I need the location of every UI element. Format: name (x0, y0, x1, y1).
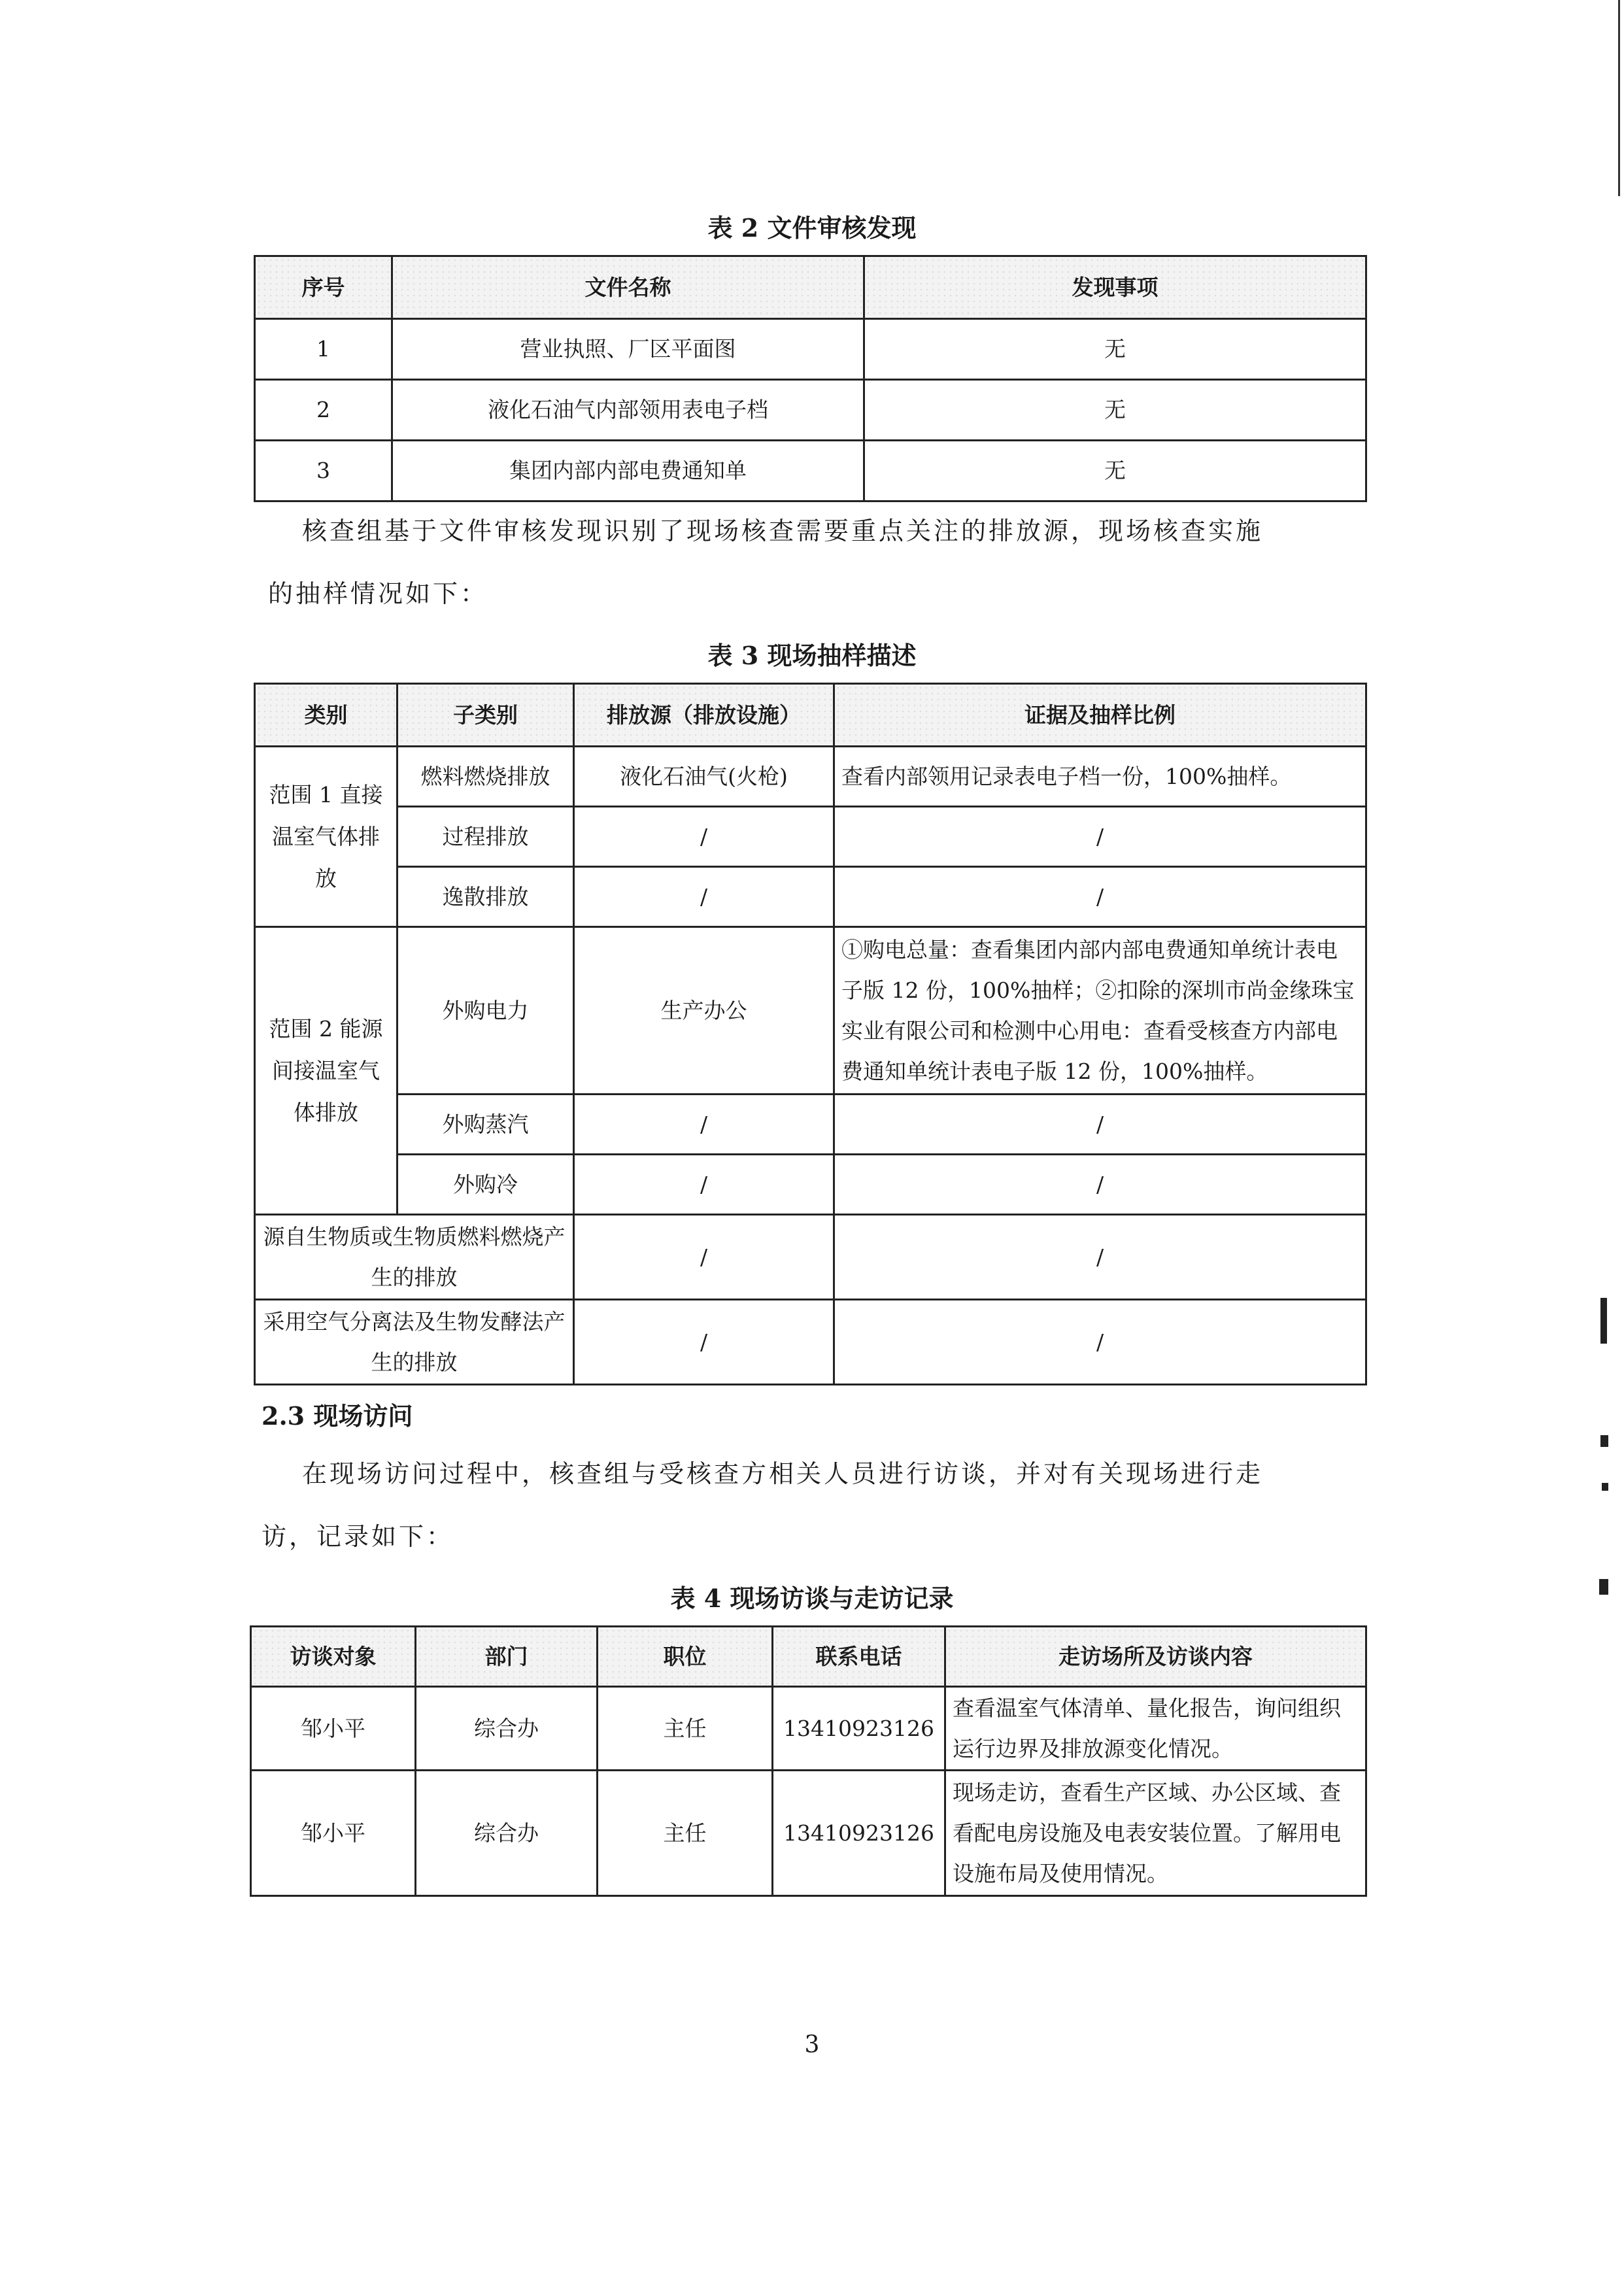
cell: / (834, 1095, 1366, 1155)
table-row (255, 1215, 1366, 1300)
table2 (254, 255, 1367, 502)
table3-caption: 表 3 现场抽样描述 (707, 641, 917, 670)
cell: 集团内部内部电费通知单 (392, 441, 864, 501)
table-row (255, 1095, 1366, 1155)
cell: 综合办 (416, 1687, 598, 1771)
table4 (250, 1625, 1367, 1897)
table-row (251, 1771, 1366, 1896)
table-row (255, 441, 1366, 501)
page-number: 3 (804, 2031, 820, 2058)
scope2-label: 范围 2 能源间接温室气体排放 (255, 927, 398, 1215)
cell: 源自生物质或生物质燃料燃烧产生的排放 (255, 1215, 574, 1300)
cell: 邹小平 (251, 1687, 416, 1771)
table2-header-doc: 文件名称 (392, 256, 864, 319)
table-row (255, 867, 1366, 927)
table2-header-finding: 发现事项 (864, 256, 1366, 319)
cell: 生产办公 (574, 927, 834, 1095)
cell: / (574, 1300, 834, 1385)
cell: 3 (255, 441, 392, 501)
scan-mark (1600, 1435, 1608, 1447)
cell: 查看内部领用记录表电子档一份，100%抽样。 (834, 747, 1366, 807)
table-row (255, 1300, 1366, 1385)
cell: / (574, 1095, 834, 1155)
paragraph-line: 在现场访问过程中，核查组与受核查方相关人员进行访谈，并对有关现场进行走 (302, 1459, 1264, 1488)
scan-mark (1602, 1483, 1608, 1491)
cell: / (834, 1155, 1366, 1215)
table4-header-department: 部门 (416, 1627, 598, 1687)
scan-mark (1600, 1298, 1607, 1344)
cell: 燃料燃烧排放 (398, 747, 574, 807)
table3-header-category: 类别 (255, 684, 398, 747)
cell: 邹小平 (251, 1771, 416, 1896)
cell: / (834, 1300, 1366, 1385)
table-row (255, 927, 1366, 1095)
table3-header-source: 排放源（排放设施） (574, 684, 834, 747)
cell: / (574, 867, 834, 927)
cell: 1 (255, 319, 392, 380)
table-row (255, 319, 1366, 380)
table3-header-subcategory: 子类别 (398, 684, 574, 747)
table-row (251, 1687, 1366, 1771)
cell: 营业执照、厂区平面图 (392, 319, 864, 380)
table4-caption: 表 4 现场访谈与走访记录 (670, 1584, 954, 1613)
section-heading: 2.3 现场访问 (262, 1401, 413, 1431)
table2-caption: 表 2 文件审核发现 (707, 213, 917, 243)
cell: / (834, 867, 1366, 927)
cell: 逸散排放 (398, 867, 574, 927)
cell: 主任 (598, 1687, 773, 1771)
cell: 查看温室气体清单、量化报告，询问组织运行边界及排放源变化情况。 (945, 1687, 1366, 1771)
cell: / (834, 807, 1366, 867)
cell: / (834, 1215, 1366, 1300)
table-row (255, 1155, 1366, 1215)
cell: 2 (255, 380, 392, 441)
cell: / (574, 807, 834, 867)
table3 (254, 683, 1367, 1385)
cell: 主任 (598, 1771, 773, 1896)
cell: 液化石油气内部领用表电子档 (392, 380, 864, 441)
table-row (255, 380, 1366, 441)
table4-header-interviewee: 访谈对象 (251, 1627, 416, 1687)
cell: 外购蒸汽 (398, 1095, 574, 1155)
cell: 外购冷 (398, 1155, 574, 1215)
cell: 无 (864, 319, 1366, 380)
cell: ①购电总量：查看集团内部内部电费通知单统计表电子版 12 份，100%抽样；②扣除的深圳市尚金缘珠宝实业有限公司和检测中心用电：查看受核查方内部电费通知单统计表电子版 12 份，100%抽样。 (834, 927, 1366, 1095)
cell: / (574, 1215, 834, 1300)
table2-header-no: 序号 (255, 256, 392, 319)
scan-edge-line (1618, 0, 1620, 196)
cell: 外购电力 (398, 927, 574, 1095)
table-row (255, 807, 1366, 867)
cell: 采用空气分离法及生物发酵法产生的排放 (255, 1300, 574, 1385)
cell: 无 (864, 380, 1366, 441)
cell: 无 (864, 441, 1366, 501)
paragraph-line: 访，记录如下： (262, 1522, 454, 1551)
cell: 现场走访，查看生产区域、办公区域、查看配电房设施及电表安装位置。了解用电设施布局及使用情况。 (945, 1771, 1366, 1896)
cell: 过程排放 (398, 807, 574, 867)
table3-header-evidence: 证据及抽样比例 (834, 684, 1366, 747)
paragraph-line: 核查组基于文件审核发现识别了现场核查需要重点关注的排放源，现场核查实施 (302, 517, 1264, 545)
cell: 13410923126 (773, 1771, 945, 1896)
cell: 13410923126 (773, 1687, 945, 1771)
table4-header-phone: 联系电话 (773, 1627, 945, 1687)
cell: 综合办 (416, 1771, 598, 1896)
table4-header-content: 走访场所及访谈内容 (945, 1627, 1366, 1687)
paragraph-line: 的抽样情况如下： (268, 579, 488, 608)
cell: 液化石油气(火枪) (574, 747, 834, 807)
scan-mark (1599, 1579, 1608, 1595)
cell: / (574, 1155, 834, 1215)
table-row (255, 747, 1366, 807)
scope1-label: 范围 1 直接温室气体排放 (255, 747, 398, 927)
table4-header-position: 职位 (598, 1627, 773, 1687)
